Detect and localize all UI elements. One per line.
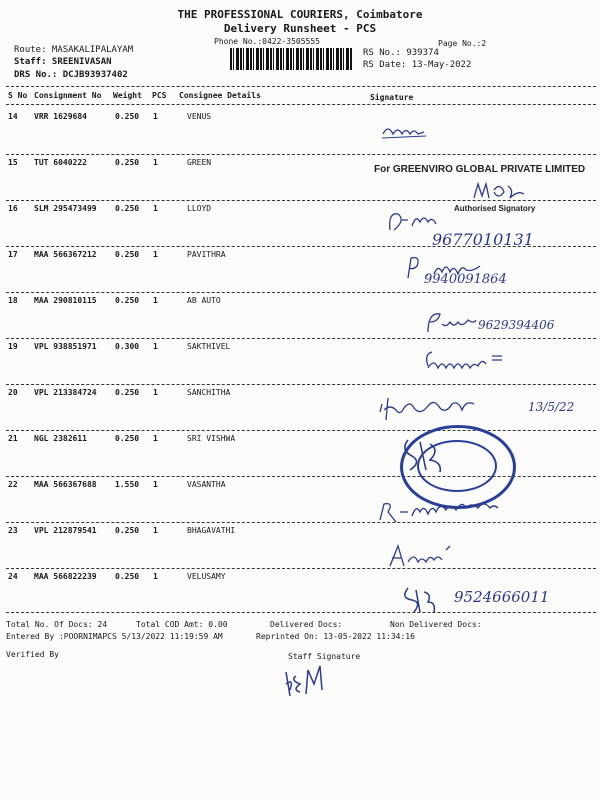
row-consignment: VPL 213384724 (34, 388, 97, 397)
staff-signature-label: Staff Signature (288, 652, 361, 661)
row-consignee: VELUSAMY (187, 572, 226, 581)
signature-ab-auto (424, 306, 484, 336)
row-consignment: VPL 938851971 (34, 342, 97, 351)
verified-by: Verified By (6, 650, 59, 659)
row-sno: 20 (8, 388, 18, 397)
row-weight: 0.250 (115, 572, 140, 581)
signature-vasantha (376, 496, 526, 526)
row-weight: 0.250 (115, 434, 140, 443)
row-sno: 17 (8, 250, 18, 259)
row-consignment: MAA 566822239 (34, 572, 97, 581)
row-pcs: 1 (153, 250, 158, 259)
row-sno: 18 (8, 296, 18, 305)
row-pcs: 1 (153, 342, 158, 351)
row-consignee: BHAGAVATHI (187, 526, 236, 535)
company-title: THE PROFESSIONAL COURIERS, Coimbatore (177, 8, 423, 21)
phone-number: Phone No.:0422-3505555 (214, 37, 320, 46)
row-consignment: VRR 1629684 (34, 112, 87, 121)
row-consignment: VPL 212879541 (34, 526, 97, 535)
row-pcs: 1 (153, 526, 158, 535)
total-docs: Total No. Of Docs: 24 (6, 620, 108, 629)
signature-sakthivel (422, 346, 512, 380)
row-sno: 19 (8, 342, 18, 351)
col-sno: S No (8, 91, 28, 100)
row-sno: 15 (8, 158, 18, 167)
row-consignee: PAVITHRA (187, 250, 226, 259)
row-sno: 22 (8, 480, 18, 489)
route: Route: MASAKALIPALAYAM (14, 45, 134, 55)
row-weight: 0.250 (115, 388, 140, 397)
handwritten-phone-velusamy: 9524666011 (454, 588, 550, 606)
drs-number: DRS No.: DCJB93937402 (14, 70, 128, 80)
handwritten-date-sanchitha: 13/5/22 (528, 400, 575, 414)
row-weight: 1.550 (115, 480, 140, 489)
row-sno: 14 (8, 112, 18, 121)
row-consignment: SLM 295473499 (34, 204, 97, 213)
table-row (0, 244, 600, 290)
row-weight: 0.250 (115, 158, 140, 167)
page-number: Page No.:2 (438, 39, 487, 48)
row-weight: 0.250 (115, 526, 140, 535)
col-pcs: PCS (152, 91, 167, 100)
row-consignee: SANCHITHA (187, 388, 231, 397)
signature-venus (380, 118, 430, 144)
row-consignee: SAKTHIVEL (187, 342, 231, 351)
row-consignment: MAA 566367688 (34, 480, 97, 489)
header-rule-bottom (6, 104, 596, 105)
row-pcs: 1 (153, 388, 158, 397)
row-pcs: 1 (153, 434, 158, 443)
reprinted-on: Reprinted On: 13-05-2022 11:34:16 (256, 632, 415, 641)
col-signature: Signature (370, 93, 414, 102)
row-consignee: VENUS (187, 112, 212, 121)
row-pcs: 1 (153, 112, 158, 121)
row-pcs: 1 (153, 204, 158, 213)
row-weight: 0.250 (115, 112, 140, 121)
col-weight: Weight (113, 91, 142, 100)
non-delivered-docs: Non Delivered Docs: (390, 620, 482, 629)
row-pcs: 1 (153, 296, 158, 305)
row-consignment: TUT 6040222 (34, 158, 87, 167)
row-consignee: GREEN (187, 158, 212, 167)
row-consignee: VASANTHA (187, 480, 226, 489)
row-consignment: MAA 290810115 (34, 296, 97, 305)
signature-sanchitha (376, 390, 536, 430)
row-consignment: MAA 566367212 (34, 250, 97, 259)
staff-signature (280, 664, 330, 700)
table-row (0, 520, 600, 566)
handwritten-phone-pavithra: 9940091864 (424, 272, 507, 287)
table-row (0, 106, 600, 152)
entered-by: Entered By :POORNIMAPCS 5/13/2022 11:19:59 AM (6, 632, 223, 641)
row-pcs: 1 (153, 158, 158, 167)
stamp-greenviro: For GREENVIRO GLOBAL PRIVATE LIMITED (374, 164, 586, 175)
signature-greenviro (470, 180, 530, 204)
row-consignee: LLOYD (187, 204, 212, 213)
rs-number: RS No.: 939374 (363, 48, 439, 58)
delivered-docs: Delivered Docs: (270, 620, 343, 629)
row-sno: 23 (8, 526, 18, 535)
staff: Staff: SREENIVASAN (14, 57, 112, 67)
handwritten-phone-ab-auto: 9629394406 (478, 318, 555, 332)
row-sno: 16 (8, 204, 18, 213)
row-weight: 0.250 (115, 204, 140, 213)
row-consignee: SRI VISHWA (187, 434, 236, 443)
header-rule-top (6, 86, 596, 87)
row-sno: 21 (8, 434, 18, 443)
row-sno: 24 (8, 572, 18, 581)
stamp-authorised: Authorised Signatory (454, 204, 536, 213)
row-pcs: 1 (153, 480, 158, 489)
col-consignee: Consignee Details (179, 91, 261, 100)
row-pcs: 1 (153, 572, 158, 581)
row-weight: 0.300 (115, 342, 140, 351)
row-consignee: AB AUTO (187, 296, 221, 305)
row-consignment: NGL 2382611 (34, 434, 87, 443)
col-consignment: Consignment No (34, 91, 102, 100)
row-weight: 0.250 (115, 250, 140, 259)
table-bottom-rule (6, 612, 596, 613)
row-weight: 0.250 (115, 296, 140, 305)
signature-sri-vishwa (400, 432, 460, 482)
total-cod: Total COD Amt: 0.00 (136, 620, 228, 629)
document-title: Delivery Runsheet - PCS (223, 22, 377, 35)
rs-date: RS Date: 13-May-2022 (363, 60, 472, 70)
signature-bhagavathi (384, 540, 474, 570)
barcode (230, 48, 352, 70)
signature-velusamy (398, 582, 448, 616)
handwritten-phone-lloyd: 9677010131 (432, 230, 534, 249)
